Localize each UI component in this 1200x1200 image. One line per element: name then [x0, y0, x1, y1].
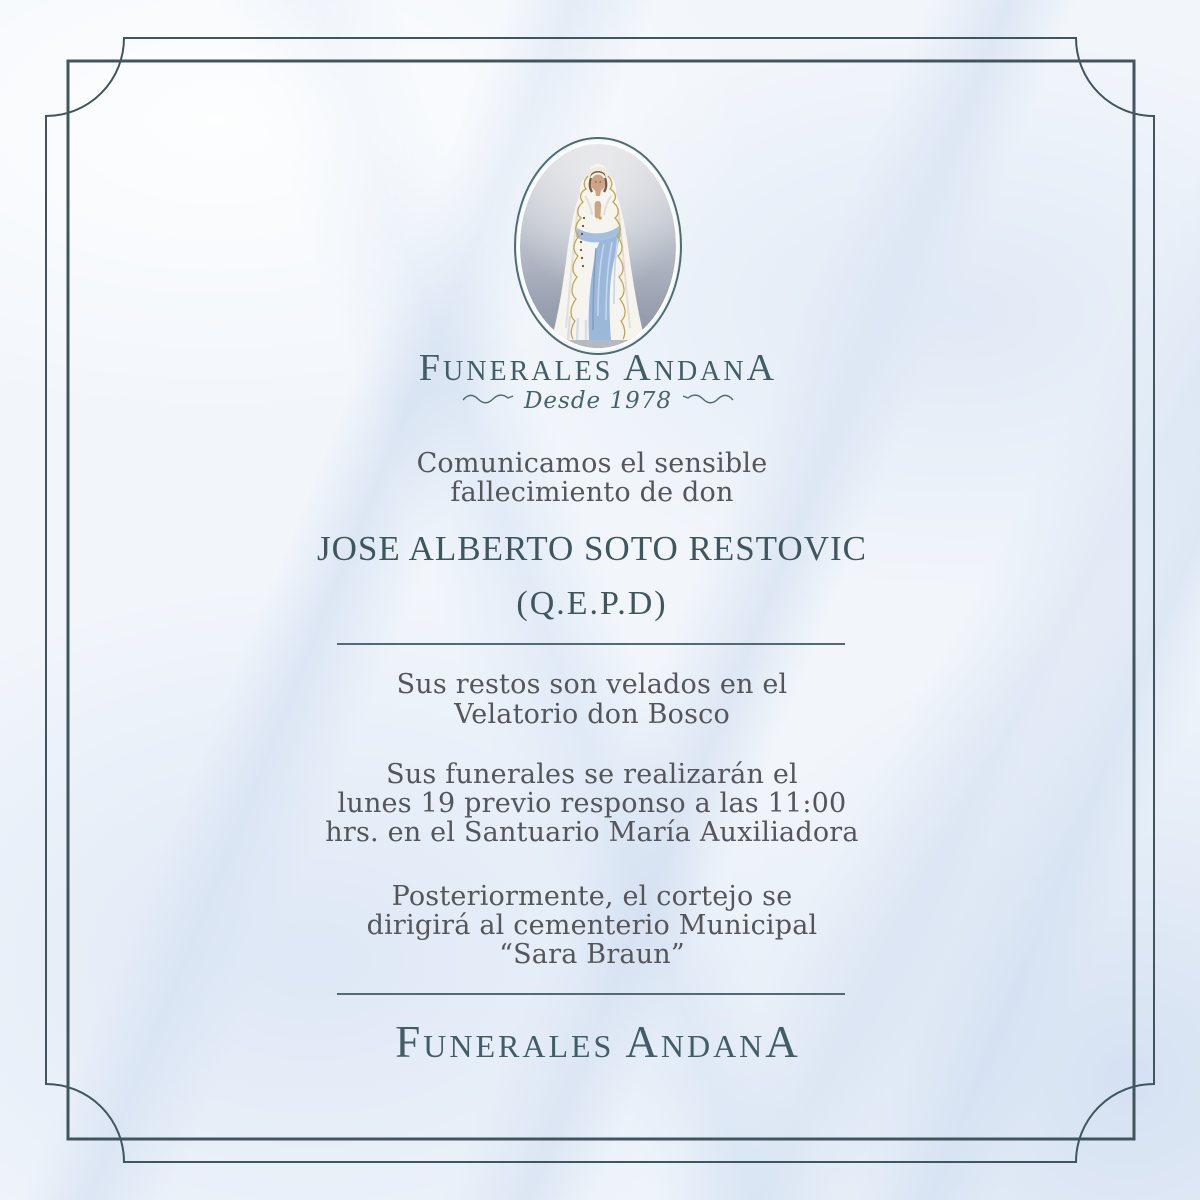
brand-letter-segment: F — [395, 1017, 424, 1067]
divider-top — [337, 643, 845, 645]
brand-letter-segment: A — [625, 1017, 661, 1067]
wake-text: Sus restos son velados en el Velatorio don Bosco — [396, 669, 788, 730]
qepd-label: (Q.E.P.D) — [516, 585, 668, 622]
footer-brand — [0, 1018, 1196, 1070]
brand-letter-segment: A — [746, 347, 778, 389]
virgin-mary-statue-icon — [514, 136, 682, 356]
brand-letter-segment: NDAN — [653, 356, 747, 387]
deceased-name: JOSE ALBERTO SOTO RESTOVIC — [317, 529, 867, 568]
funeral-text: Sus funerales se realizarán el lunes 19 previo responso a las 11:00 hrs. en el Santuario María Auxiliadora — [325, 759, 859, 848]
brand-tagline — [0, 386, 1196, 416]
brand-letter-segment: A — [623, 347, 654, 389]
tagline-text: Desde 1978 — [523, 388, 673, 414]
virgin-mary-portrait — [514, 136, 682, 356]
flourish-right-icon — [682, 392, 734, 404]
intro-text: Comunicamos el sensible fallecimiento de don — [416, 448, 768, 508]
brand-letter-segment: A — [765, 1017, 801, 1067]
brand-letter-segment: NDAN — [660, 1028, 766, 1064]
procession-text: Posteriormente, el cortejo se dirigirá al cementerio Municipal “Sara Braun” — [366, 881, 818, 970]
brand-letter-segment: UNERALES — [423, 1028, 626, 1064]
divider-bottom — [337, 993, 845, 995]
brand-letter-segment: F — [418, 347, 444, 389]
brand-letter-segment: UNERALES — [443, 356, 624, 387]
flourish-left-icon — [462, 392, 514, 404]
